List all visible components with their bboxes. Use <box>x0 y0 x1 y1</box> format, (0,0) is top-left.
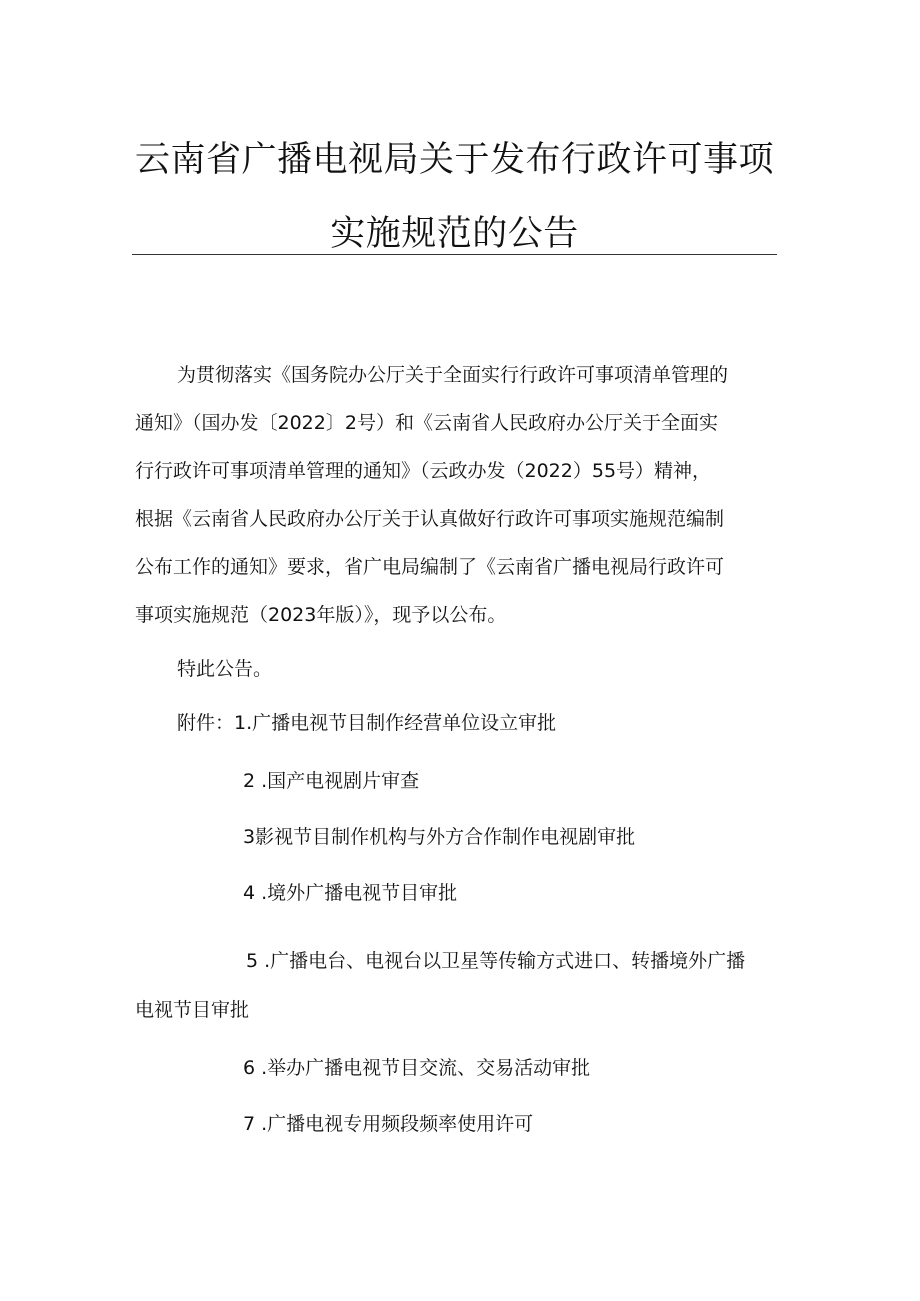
attachment-item: 3影视节目制作机构与外方合作制作电视剧审批 <box>243 826 636 848</box>
document-title-line-2: 实施规范的公告 <box>330 214 579 254</box>
attachments-label: 附件：1.广播电视节目制作经营单位设立审批 <box>177 712 557 734</box>
attachment-item: 6 .举办广播电视节目交流、交易活动审批 <box>243 1057 591 1079</box>
closing-statement: 特此公告。 <box>177 658 273 680</box>
body-paragraph-line: 为贯彻落实《国务院办公厅关于全面实行行政许可事项清单管理的 <box>177 364 729 386</box>
body-paragraph-line: 公布工作的通知》要求，省广电局编制了《云南省广播电视局行政许可 <box>135 556 725 578</box>
body-paragraph-line: 根据《云南省人民政府办公厅关于认真做好行政许可事项实施规范编制 <box>135 508 725 530</box>
attachment-item: 4 .境外广播电视节目审批 <box>243 882 458 904</box>
attachment-item-continuation: 电视节目审批 <box>135 999 250 1021</box>
body-paragraph-line: 行行政许可事项清单管理的通知》（云政办发（2022）55号）精神， <box>135 460 712 482</box>
attachment-item: 2 .国产电视剧片审查 <box>243 770 420 792</box>
body-paragraph-line: 通知》（国办发〔2022〕2号）和《云南省人民政府办公厅关于全面实 <box>135 412 718 434</box>
attachment-item: 5 .广播电台、电视台以卫星等传输方式进口、转播境外广播 <box>246 950 746 972</box>
attachment-item: 7 .广播电视专用频段频率使用许可 <box>243 1113 534 1135</box>
document-title-line-1: 云南省广播电视局关于发布行政许可事项 <box>134 140 774 180</box>
title-divider <box>132 254 777 255</box>
body-paragraph-line: 事项实施规范（2023年版）》，现予以公布。 <box>135 604 507 626</box>
